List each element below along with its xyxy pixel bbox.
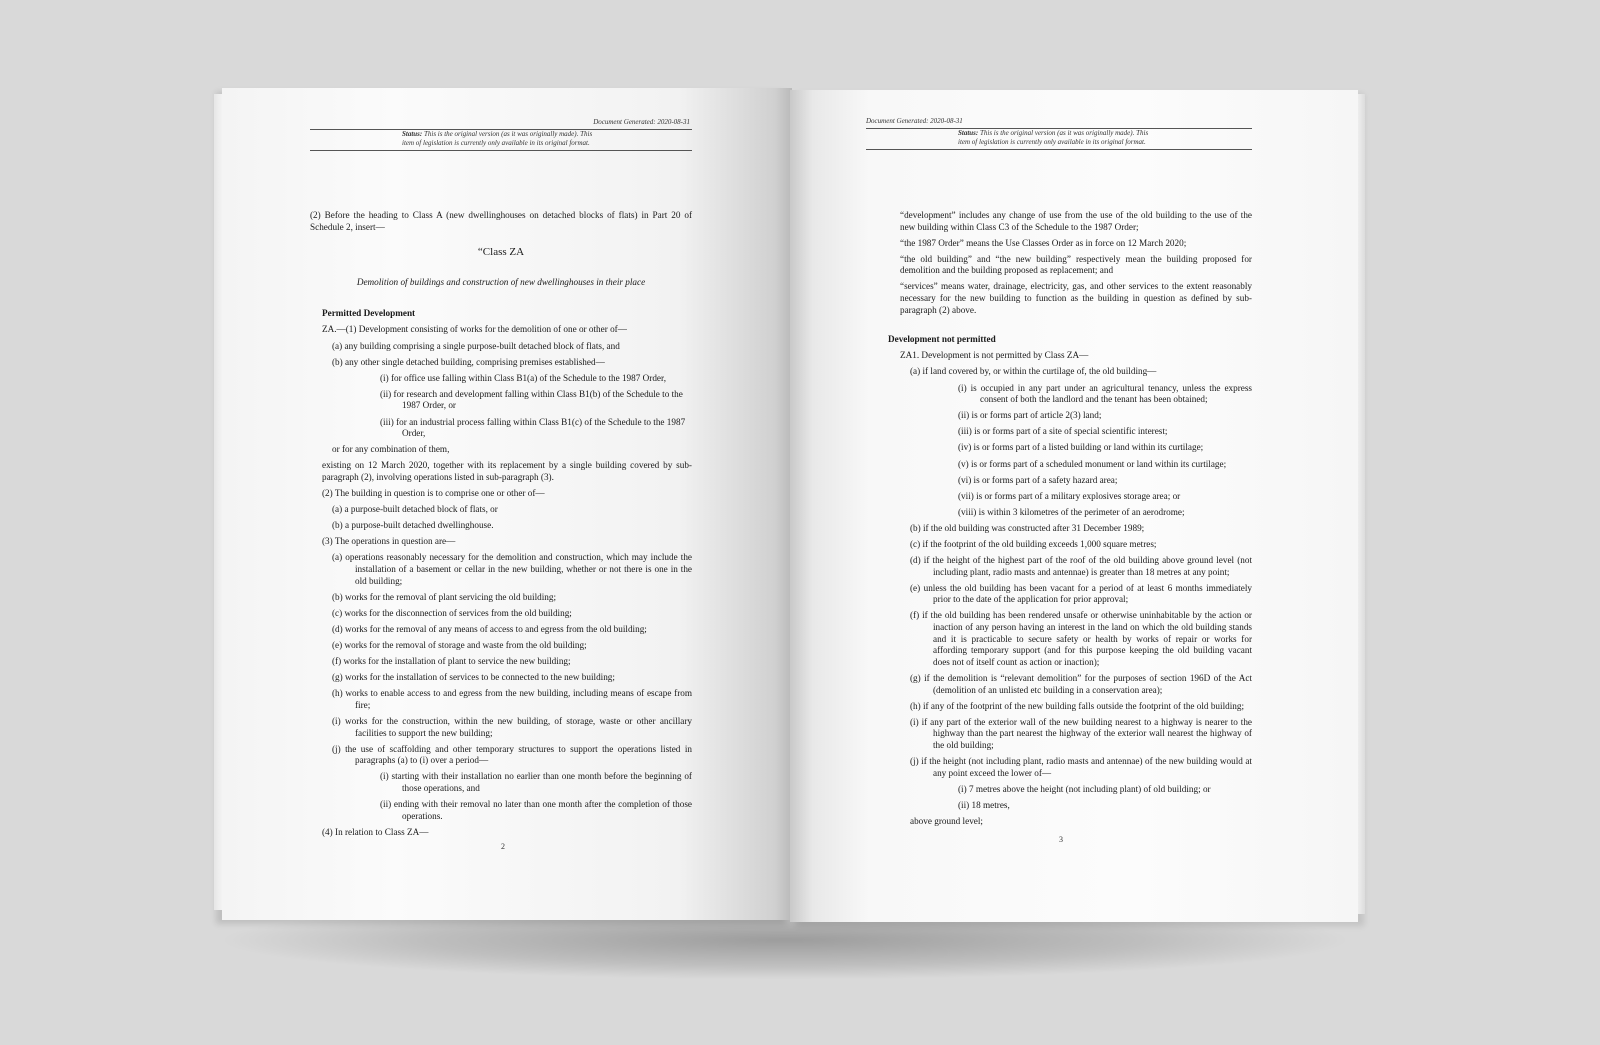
paragraph: (ii) is or forms part of article 2(3) land; [958, 410, 1102, 421]
paragraph: (vi) is or forms part of a safety hazard area; [958, 474, 1118, 485]
paragraph: (d) if the height of the highest part of the roof of the old building above ground level (not including plant, radio masts and antennae) is greater than 18 metres at any point; [910, 555, 1252, 577]
paragraph: (h) works to enable access to and egress from the new building, including means of escape from fire; [332, 688, 692, 710]
paragraph: (g) if the demolition is “relevant demolition” for the purposes of section 196D of the Act (demolition of an unlisted etc building in a conservation area); [910, 672, 1252, 695]
paragraph: (i) starting with their installation no earlier than one month before the beginning of those operations, and [380, 771, 692, 793]
paragraph: (b) a purpose-built detached dwellinghouse. [332, 520, 494, 531]
paragraph: (j) the use of scaffolding and other temporary structures to support the operations listed in paragraphs (a) to (i) over a period— [332, 743, 692, 766]
paragraph: (j) if the height (not including plant, radio masts and antennae) of the new building would at any point exceed the lower of— [910, 755, 1252, 778]
status-note [402, 130, 592, 148]
paragraph: (4) In relation to Class ZA— [322, 826, 429, 837]
status-note [958, 129, 1148, 147]
right-page-body [888, 210, 1252, 832]
left-page [222, 88, 792, 920]
paragraph: “Class ZA [477, 246, 525, 259]
paragraph: (ii) 18 metres, [958, 799, 1010, 810]
page-number: 2 [501, 842, 505, 851]
status-label: Status: [958, 129, 979, 137]
paragraph: (f) if the old building has been rendered unsafe or otherwise uninhabitable by the action or inaction of any person having an interest in the land on which the old building stands and it is practicable to secure safety or health by works of repair or works for affording temporary support (and for this purpose keeping the old building vacant does not of itself count as action or inaction); [910, 610, 1252, 667]
paragraph: (iv) is or forms part of a listed building or land within its curtilage; [958, 442, 1204, 453]
status-line-2: item of legislation is currently only available in its original format. [402, 139, 590, 147]
left-page-body [310, 210, 692, 843]
paragraph: Development not permitted [888, 334, 996, 345]
paragraph: (e) works for the removal of storage and waste from the old building; [332, 639, 587, 650]
paragraph: (ii) for research and development falling within Class B1(b) of the Schedule to the 1987 Order, or [380, 388, 683, 411]
paragraph: Permitted Development [322, 308, 416, 319]
paragraph: (2) Before the heading to Class A (new dwellinghouses on detached blocks of flats) in Part 20 of Schedule 2, insert— [310, 210, 692, 232]
status-line-1: This is the original version (as it was originally made). This [979, 129, 1149, 137]
paragraph: (b) any other single detached building, comprising premises established— [332, 356, 605, 367]
paragraph: above ground level; [910, 815, 983, 826]
paragraph: (v) is or forms part of a scheduled monument or land within its curtilage; [958, 458, 1227, 469]
paragraph: Demolition of buildings and construction of new dwellinghouses in their place [356, 276, 646, 287]
paragraph: (i) works for the construction, within the new building, of storage, waste or other ancillary facilities to support the new building; [332, 715, 692, 738]
paragraph: (c) if the footprint of the old building exceeds 1,000 square metres; [910, 538, 1157, 549]
paragraph: “services” means water, drainage, electricity, gas, and other services to the extent reasonably necessary for the new building to function as the building in question as defined by sub-paragraph (2) above. [900, 281, 1252, 315]
paragraph: (h) if any of the footprint of the new building falls outside the footprint of the old building; [910, 700, 1245, 711]
paragraph: existing on 12 March 2020, together with its replacement by a single building covered by sub-paragraph (2), involving operations listed in sub-paragraph (3). [322, 460, 692, 482]
paragraph: (i) if any part of the exterior wall of the new building nearest to a highway is nearer to the highway than the part nearest the highway of the exterior wall nearest the highway of the old building; [910, 716, 1252, 750]
status-line-1: This is the original version (as it was originally made). This [423, 130, 593, 138]
paragraph: (d) works for the removal of any means of access to and egress from the old building; [332, 623, 647, 634]
paragraph: (g) works for the installation of services to be connected to the new building; [332, 672, 615, 683]
paragraph: (ii) ending with their removal no later than one month after the completion of those operations. [380, 798, 692, 821]
paragraph: (2) The building in question is to comprise one or other of— [322, 488, 545, 498]
paragraph: (f) works for the installation of plant to service the new building; [332, 656, 571, 667]
status-line-2: item of legislation is currently only available in its original format. [958, 138, 1146, 146]
paragraph: (a) operations reasonably necessary for the demolition and construction, which may include the installation of a basement or cellar in the new building, whether or not there is one in the old building; [332, 552, 692, 586]
paragraph: or for any combination of them, [332, 444, 450, 455]
header-rule [310, 150, 692, 151]
paragraph: (a) any building comprising a single purpose-built detached block of flats, and [332, 340, 620, 351]
paragraph: (3) The operations in question are— [322, 536, 456, 547]
paragraph: (vii) is or forms part of a military explosives storage area; or [958, 490, 1181, 501]
paragraph: (i) 7 metres above the height (not including plant) of old building; or [958, 783, 1211, 794]
right-page [790, 90, 1358, 922]
paragraph: “development” includes any change of use from the use of the old building to the use of the new building within Class C3 of the Schedule to the 1987 Order; [900, 210, 1252, 232]
paragraph: (a) if land covered by, or within the curtilage of, the old building— [910, 366, 1157, 377]
paragraph: (b) works for the removal of plant servicing the old building; [332, 591, 557, 602]
paragraph: ZA.—(1) Development consisting of works for the demolition of one or other of— [322, 324, 627, 335]
page-number: 3 [1059, 835, 1063, 844]
paragraph: ZA1. Development is not permitted by Class ZA— [900, 350, 1089, 361]
paragraph: (i) for office use falling within Class B1(a) of the Schedule to the 1987 Order, [380, 372, 666, 383]
header-rule [866, 149, 1252, 150]
paragraph: “the 1987 Order” means the Use Classes Order as in force on 12 March 2020; [900, 237, 1187, 248]
status-label: Status: [402, 130, 423, 138]
paragraph: (i) is occupied in any part under an agricultural tenancy, unless the express consent of both the landlord and the tenant has been obtained; [958, 382, 1252, 405]
paragraph: (iii) for an industrial process falling within Class B1(c) of the Schedule to the 1987 Order, [380, 416, 686, 439]
paragraph: (b) if the old building was constructed after 31 December 1989; [910, 522, 1145, 533]
document-generated-date: Document Generated: 2020-08-31 [866, 117, 963, 125]
document-generated-date: Document Generated: 2020-08-31 [593, 118, 690, 126]
paragraph: (e) unless the old building has been vacant for a period of at least 6 months immediately prior to the date of the application for prior approval; [910, 582, 1252, 605]
paragraph: (iii) is or forms part of a site of special scientific interest; [958, 426, 1168, 437]
paragraph: (c) works for the disconnection of services from the old building; [332, 607, 572, 618]
paragraph: (viii) is within 3 kilometres of the perimeter of an aerodrome; [958, 506, 1185, 517]
paragraph: (a) a purpose-built detached block of flats, or [332, 504, 498, 515]
paragraph: “the old building” and “the new building” respectively mean the building proposed for demolition and the building proposed as replacement; and [900, 253, 1252, 276]
